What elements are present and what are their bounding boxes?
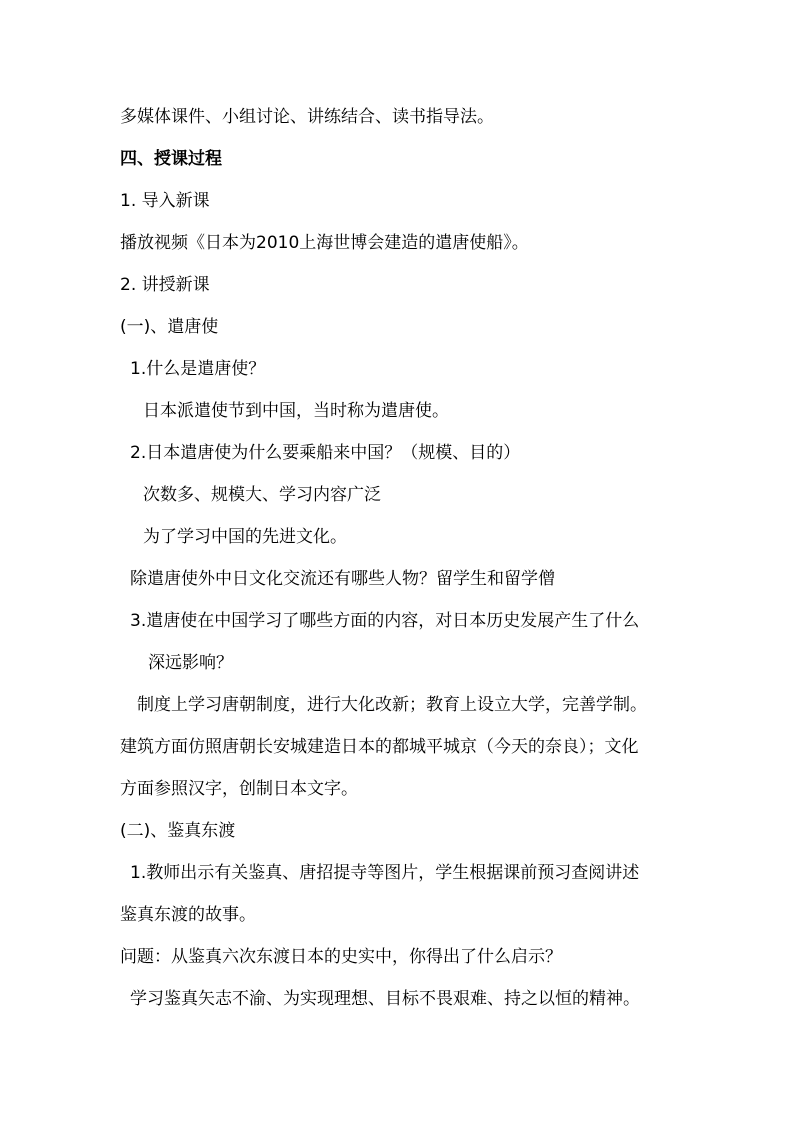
question-line: 问题：从鉴真六次东渡日本的史实中，你得出了什么启示？ [120, 947, 562, 967]
answer-line: 建筑方面仿照唐朝长安城建造日本的都城平城京（今天的奈良）；文化 [120, 737, 639, 757]
text-line: 播放视频《日本为2010上海世博会建造的遣唐使船》。 [120, 233, 529, 253]
answer-line: 日本派遣使节到中国，当时称为遣唐使。 [143, 401, 449, 421]
question-line: 2.日本遣唐使为什么要乘船来中国？（规模、目的） [130, 443, 521, 463]
text-line: 鉴真东渡的故事。 [120, 905, 256, 925]
question-line: 3.遣唐使在中国学习了哪些方面的内容，对日本历史发展产生了什么 [130, 611, 640, 631]
text-line: 多媒体课件、小组讨论、讲练结合、读书指导法。 [120, 107, 494, 127]
answer-line: 次数多、规模大、学习内容广泛 [143, 485, 381, 505]
text-line: 1.教师出示有关鉴真、唐招提寺等图片，学生根据课前预习查阅讲述 [130, 863, 640, 883]
answer-line: 为了学习中国的先进文化。 [143, 527, 347, 547]
question-line: 深远影响？ [148, 653, 233, 673]
subsection-heading: (一)、遣唐使 [120, 317, 219, 337]
question-line: 1.什么是遣唐使？ [130, 359, 266, 379]
answer-line: 学习鉴真矢志不渝、为实现理想、目标不畏艰难、持之以恒的精神。 [130, 989, 640, 1009]
subsection-heading: 2. 讲授新课 [120, 275, 210, 295]
subsection-heading: (二)、鉴真东渡 [120, 821, 236, 841]
answer-line: 方面参照汉字，创制日本文字。 [120, 779, 358, 799]
answer-line: 制度上学习唐朝制度，进行大化改新；教育上设立大学，完善学制。 [137, 695, 647, 715]
subsection-heading: 1. 导入新课 [120, 191, 210, 211]
text-line: 除遣唐使外中日文化交流还有哪些人物？留学生和留学僧 [130, 569, 555, 589]
section-heading: 四、授课过程 [120, 149, 222, 169]
